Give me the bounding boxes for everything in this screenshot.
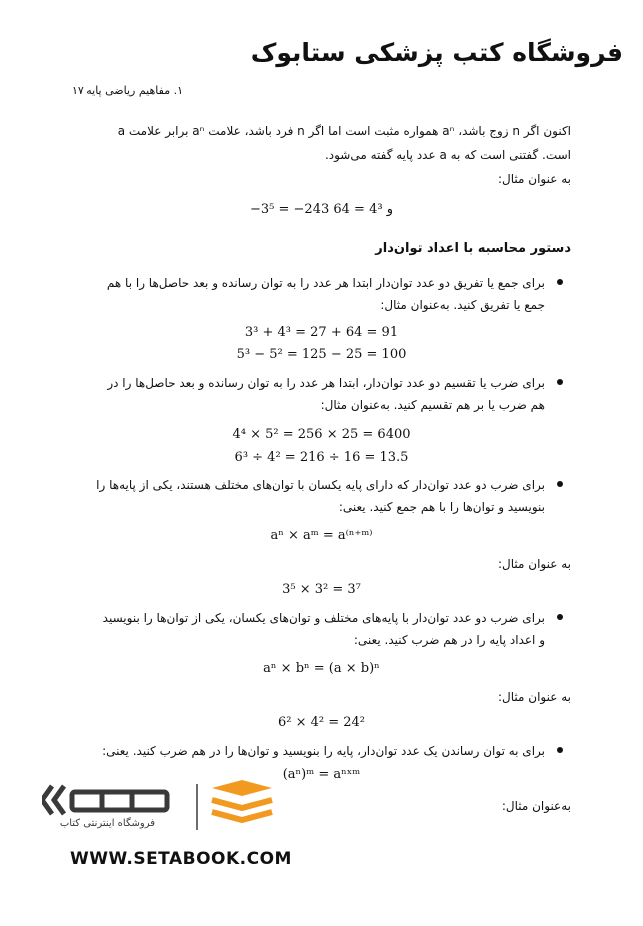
rule-3-formula-2: 3⁵ × 3² = 3⁷ (282, 582, 361, 597)
store-title: فروشگاه کتب پزشکی ستابوک (250, 38, 623, 67)
rule-2-line-1: برای ضرب یا تقسیم دو عدد توان‌دار، ابتدا هر عدد را به توان رسانده و بعد حاصل‌ها را در (107, 376, 545, 390)
rule-1-formula-2: 5³ − 5² = 125 − 25 = 100 (236, 347, 407, 362)
setabook-logo (42, 778, 277, 838)
rule-3-formula-1: aⁿ × aᵐ = a⁽ⁿ⁺ᵐ⁾ (270, 528, 373, 543)
rule-5-line-1: برای به توان رساندن یک عدد توان‌دار، پایه را بنویسید و توان‌ها را در هم ضرب کنید. یعنی: (102, 744, 545, 758)
rule-3-line-2: بنویسید و توان‌ها را با هم جمع کنید. یعنی: (338, 500, 545, 514)
rule-5-example-label: به‌عنوان مثال: (501, 799, 571, 813)
rule-4-formula-1: aⁿ × bⁿ = (a × b)ⁿ (263, 661, 380, 676)
rule-1-formula-1: 3³ + 4³ = 27 + 64 = 91 (244, 325, 399, 340)
logo-book-icon (212, 780, 272, 796)
rule-1-bullet (72, 272, 563, 316)
rule-4-line-2: و اعداد پایه را در هم ضرب کنید. یعنی: (353, 633, 545, 647)
rule-4-example-label: به عنوان مثال: (498, 690, 571, 704)
intro-line-1: اکنون اگر n زوج باشد، aⁿ همواره مثبت است اما اگر n فرد باشد، علامت aⁿ برابر علامت a (117, 124, 571, 138)
rule-5-formula-1: (aⁿ)ᵐ = aⁿˣᵐ (282, 767, 361, 782)
rule-2-line-2: هم ضرب یا بر هم تقسیم کنید. به‌عنوان مثال: (320, 398, 545, 412)
rule-2-bullet (72, 372, 563, 416)
bullet-dot (557, 279, 563, 285)
rule-2-formula-1: 4⁴ × 5² = 256 × 25 = 6400 (232, 427, 411, 442)
bullet-dot (557, 747, 563, 753)
rule-1-line-1: برای جمع یا تفریق دو عدد توان‌دار ابتدا هر عدد را به توان رسانده و بعد حاصل‌ها را با هم (106, 276, 545, 290)
rule-2-formula-2: 6³ ÷ 4² = 216 ÷ 16 = 13.5 (234, 450, 409, 465)
logo-chevron-icon (54, 786, 64, 814)
intro-line-2: است. گفتنی است که به a عدد پایه گفته می‌شود. (324, 148, 571, 162)
rule-1-line-2: جمع یا تفریق کنید. به‌عنوان مثال: (380, 298, 545, 312)
logo-wordmark-shape (72, 792, 167, 810)
rule-4-line-1: برای ضرب دو عدد توان‌دار با پایه‌های مختلف و توان‌های یکسان، یکی از توان‌ها را بنویسید (102, 611, 545, 625)
rule-3-example-label: به عنوان مثال: (498, 557, 571, 571)
logo-chevron-icon (42, 786, 52, 814)
page-number: ۱۷ (72, 84, 84, 97)
bullet-dot (557, 614, 563, 620)
rule-3-line-1: برای ضرب دو عدد توان‌دار که دارای پایه یکسان با توان‌های مختلف هستند، یکی از پایه‌ها را (96, 478, 545, 492)
bullet-dot (557, 379, 563, 385)
logo-tagline: فروشگاه اینترنتی کتاب (59, 818, 155, 829)
rule-3-bullet (72, 474, 563, 518)
rule-4-formula-2: 6² × 4² = 24² (277, 715, 366, 730)
website-url: WWW.SETABOOK.COM (70, 849, 292, 869)
chapter-running-header: ۱. مفاهیم ریاضی پایه (86, 84, 183, 97)
section-heading: دستور محاسبه با اعداد توان‌دار (375, 241, 571, 256)
example-label: به عنوان مثال: (498, 172, 571, 186)
rule-4-bullet (72, 607, 563, 651)
rule-5-bullet (72, 740, 563, 762)
intro-formula: −3⁵ = −243 و 4³ = 64 (250, 202, 393, 217)
bullet-dot (557, 481, 563, 487)
